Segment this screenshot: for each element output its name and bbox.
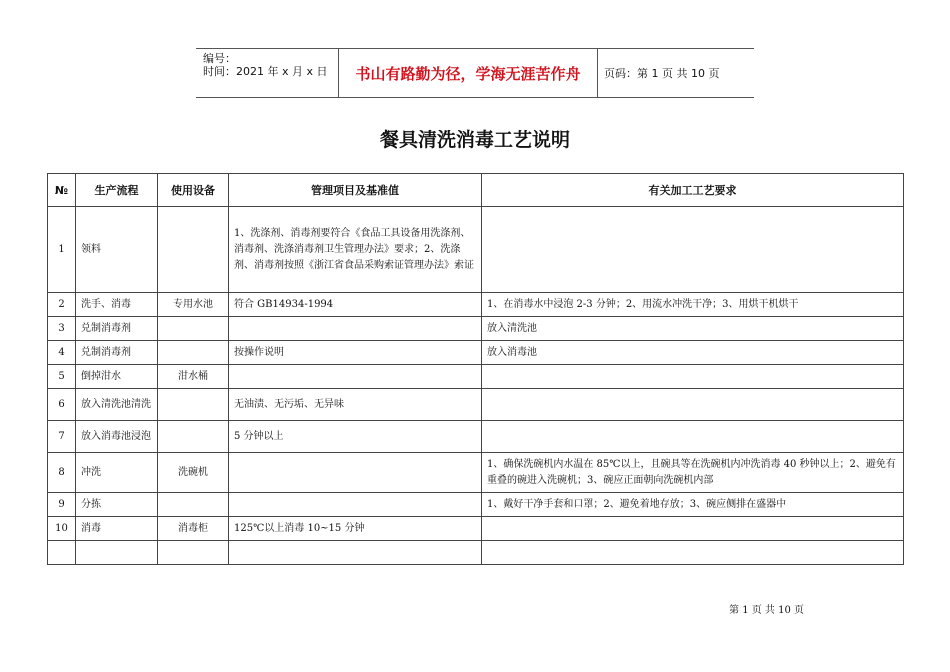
row-number-cell: 3 <box>48 317 76 341</box>
table-body <box>48 207 904 565</box>
process-step-cell: 冲洗 <box>76 453 158 493</box>
row-number-cell: 7 <box>48 421 76 453</box>
number-label: 编号： <box>203 52 236 65</box>
equipment-cell: 洗碗机 <box>158 453 229 493</box>
equipment-cell <box>158 341 229 365</box>
row-number-cell: 10 <box>48 517 76 541</box>
requirement-cell <box>482 421 904 453</box>
row-number-cell: 6 <box>48 389 76 421</box>
standard-cell: 符合 GB14934-1994 <box>229 293 482 317</box>
requirement-cell <box>482 517 904 541</box>
table-row <box>48 365 904 389</box>
standard-cell: 无油渍、无污垢、无异味 <box>229 389 482 421</box>
equipment-cell <box>158 493 229 517</box>
row-number-cell <box>48 541 76 565</box>
header-meta <box>196 49 339 97</box>
row-number-cell: 8 <box>48 453 76 493</box>
column-requirement-header: 有关加工工艺要求 <box>482 174 904 207</box>
row-number-cell: 9 <box>48 493 76 517</box>
process-step-cell: 放入消毒池浸泡 <box>76 421 158 453</box>
process-step-cell: 兑制消毒剂 <box>76 317 158 341</box>
equipment-cell <box>158 389 229 421</box>
process-step-cell: 洗手、消毒 <box>76 293 158 317</box>
document-title: 餐具清洗消毒工艺说明 <box>379 129 570 151</box>
column-standard-header: 管理项目及基准值 <box>229 174 482 207</box>
table-row <box>48 517 904 541</box>
requirement-cell: 1、戴好干净手套和口罩；2、避免着地存放；3、碗应侧排在盛器中 <box>482 493 904 517</box>
requirement-cell <box>482 389 904 421</box>
requirement-cell: 放入消毒池 <box>482 341 904 365</box>
process-step-cell: 消毒 <box>76 517 158 541</box>
table-row <box>48 293 904 317</box>
column-equipment-header: 使用设备 <box>158 174 229 207</box>
standard-cell: 5 分钟以上 <box>229 421 482 453</box>
column-process-header: 生产流程 <box>76 174 158 207</box>
process-step-cell: 放入清洗池清洗 <box>76 389 158 421</box>
table-row <box>48 453 904 493</box>
process-step-cell <box>76 541 158 565</box>
table-row <box>48 389 904 421</box>
standard-cell: 按操作说明 <box>229 341 482 365</box>
time-label: 时间：2021 年 x 月 x 日 <box>203 65 328 78</box>
standard-cell <box>229 541 482 565</box>
standard-cell: 125℃以上消毒 10~15 分钟 <box>229 517 482 541</box>
standard-cell <box>229 453 482 493</box>
equipment-cell <box>158 541 229 565</box>
equipment-cell <box>158 207 229 293</box>
requirement-cell <box>482 365 904 389</box>
column-number-header: № <box>48 174 76 207</box>
motto: 书山有路勤为径，学海无涯苦作舟 <box>339 49 598 97</box>
row-number-cell: 2 <box>48 293 76 317</box>
equipment-cell: 专用水池 <box>158 293 229 317</box>
table-row <box>48 541 904 565</box>
equipment-cell: 泔水桶 <box>158 365 229 389</box>
table-header-row <box>48 174 904 207</box>
standard-cell <box>229 317 482 341</box>
table-row <box>48 493 904 517</box>
requirement-cell: 1、在消毒水中浸泡 2-3 分钟；2、用流水冲洗干净；3、用烘干机烘干 <box>482 293 904 317</box>
equipment-cell <box>158 317 229 341</box>
row-number-cell: 5 <box>48 365 76 389</box>
table-row <box>48 317 904 341</box>
process-step-cell: 兑制消毒剂 <box>76 341 158 365</box>
table-row <box>48 341 904 365</box>
table-row <box>48 207 904 293</box>
standard-cell <box>229 365 482 389</box>
requirement-cell: 放入清洗池 <box>482 317 904 341</box>
equipment-cell: 消毒柜 <box>158 517 229 541</box>
process-step-cell: 倒掉泔水 <box>76 365 158 389</box>
row-number-cell: 4 <box>48 341 76 365</box>
page-footer: 第 1 页 共 10 页 <box>729 605 804 616</box>
row-number-cell: 1 <box>48 207 76 293</box>
table-row <box>48 421 904 453</box>
standard-cell <box>229 493 482 517</box>
process-step-cell: 分拣 <box>76 493 158 517</box>
process-step-cell: 领料 <box>76 207 158 293</box>
standard-cell: 1、洗涤剂、消毒剂要符合《食品工具设备用洗涤剂、消毒剂、洗涤消毒剂卫生管理办法》要求；2、洗涤剂、消毒剂按照《浙江省食品采购索证管理办法》索证 <box>229 207 482 293</box>
requirement-cell: 1、确保洗碗机内水温在 85℃以上，且碗具等在洗碗机内冲洗消毒 40 秒钟以上；2、避免有重叠的碗进入洗碗机；3、碗应正面朝向洗碗机内部 <box>482 453 904 493</box>
requirement-cell <box>482 207 904 293</box>
process-table <box>47 173 904 565</box>
requirement-cell <box>482 541 904 565</box>
page-label: 页码：第 1 页 共 10 页 <box>604 67 720 80</box>
page-header <box>196 48 754 98</box>
equipment-cell <box>158 421 229 453</box>
